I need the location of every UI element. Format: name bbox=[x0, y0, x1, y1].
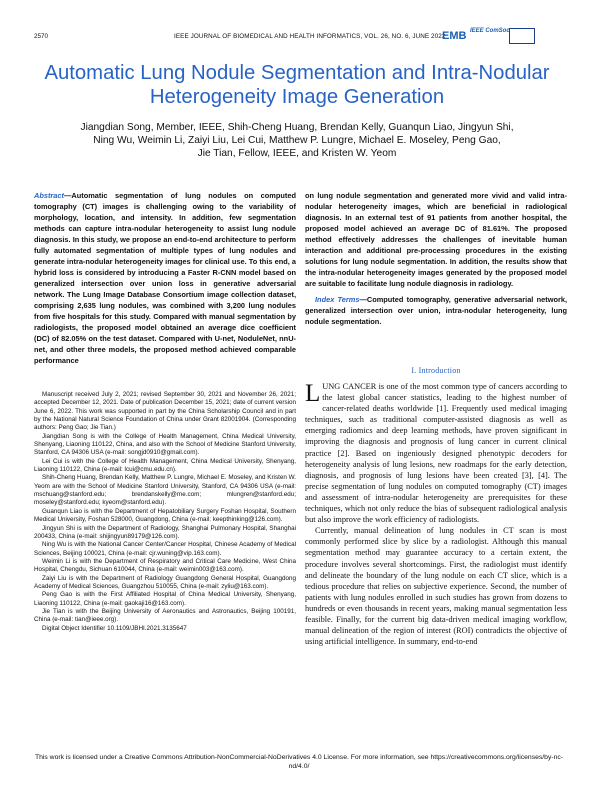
index-terms bbox=[305, 294, 567, 327]
doi: Digital Object Identifier 10.1109/JBHI.2021.3135647 bbox=[42, 624, 187, 632]
footnotes bbox=[34, 391, 296, 633]
comsoc-logo: IEEE ComSoc bbox=[470, 28, 510, 34]
dropcap: L bbox=[305, 380, 321, 407]
abstract-col1 bbox=[34, 190, 296, 366]
author-line-3: Jie Tian, Fellow, IEEE, and Kristen W. Yeom bbox=[197, 148, 397, 160]
license-notice: This work is licensed under a Creative Commons Attribution-NonCommercial-NoDerivatives 4.0 License. For more information, see https://creativecommons.org/licenses/by-nc-nd/4.0/ bbox=[34, 754, 564, 771]
intro-body bbox=[305, 381, 567, 647]
page-number: 2570 bbox=[34, 33, 49, 40]
footnote: Jingyun Shi is with the Department of Radiology, Shanghai Pulmonary Hospital, Shanghai 200433, China (e-mail: shijingyun89179@126.com). bbox=[34, 524, 296, 540]
author-line-2: Ning Wu, Weimin Li, Zaiyi Liu, Lei Cui, Matthew P. Lungre, Michael E. Moseley, Peng Gao, bbox=[93, 135, 501, 147]
abstract-text-2: on lung nodule segmentation and generated more vivid and valid intra-nodular heterogeneity images, which are beneficial in radiological diagnosis. In an external test of 91 patients from another hospital, the proposed model achieved an average DC of 81.61%. The proposed method effectively addresses the challenges of inevitable human interaction and additional pre-processing procedures in the existing solutions for lung nodule segmentation. In addition, the results show that the intra-nodular heterogeneity images generated by the proposed model are suitable to facilitate lung nodule diagnosis in radiology. bbox=[305, 191, 567, 288]
footnote: Shih-Cheng Huang, Brendan Kelly, Matthew P. Lungre, Michael E. Moseley, and Kristen W. Yeom are with the School of Medicine Stanford University, Stanford, CA 94306 USA (e-mail: mschuang@stanford.edu; brendanskelly@me.com; mlungren@stanford.edu; moseley@stanford.edu; kyeom@stanford.edu). bbox=[34, 474, 296, 507]
footnote: Jie Tian is with the Beijing University of Aeronautics and Astronautics, Beijing 100191, China (e-mail: tian@ieee.org). bbox=[34, 607, 296, 624]
author-line-1: Jiangdian Song, Member, IEEE, Shih-Cheng Huang, Brendan Kelly, Guanqun Liao, Jingyun Shi, bbox=[80, 122, 514, 133]
footnote: Manuscript received July 2, 2021; revised September 30, 2021 and November 26, 2021; accepted December 12, 2021. Date of publication December 15, 2021; date of current version June 6, 2022. This work was supported in part by the China Scholarship Council and in part by the National Natural Science Foundation of China under Grant 82001904. (Corresponding authors: Peng Gao; Jie Tian.) bbox=[34, 391, 296, 432]
paper-title: Automatic Lung Nodule Segmentation and Intra-Nodular Heterogeneity Image Generation bbox=[44, 62, 550, 108]
section-heading: I. Introduction bbox=[411, 366, 461, 375]
abstract-col2 bbox=[305, 190, 567, 327]
journal-name: IEEE JOURNAL OF BIOMEDICAL AND HEALTH INFORMATICS, VOL. 26, NO. 6, JUNE 2022 bbox=[174, 33, 446, 40]
footnote: Weimin Li is with the Department of Respiratory and Critical Care Medicine, West China Hospital, Chengdu, Sichuan 610044, China (e-mail: weimin003@163.com). bbox=[34, 557, 296, 574]
intro-paragraph-1: LUNG CANCER is one of the most common type of cancers according to the latest global cancer statistics, leading to the highest number of cancer-related deaths worldwide [1]. Frequently used medical imaging techniques, such as traditional computer-assisted diagnosis as well as emerging radiomics and deep learning methods, have proven significant in improving the diagnosis and prognosis of lung cancer in current clinical practice [2]. Based on ingeniously designed phenotypic decoders for heterogeneity analysis of lung lesions, new roadmaps for the early detection, diagnosis, and prognosis of lung lesions have been created [3], [4]. The precise segmentation of lung nodules on computed tomography (CT) images and assessment of intra-nodular heterogeneity are prerequisites for these techniques, which not only reduce the bias of subsequent radiological analysis but also improve the work efficiency of radiologists. bbox=[305, 380, 567, 525]
author-list bbox=[52, 121, 542, 160]
abstract-text-1: —Automatic segmentation of lung nodules on computed tomography (CT) images is challenging owing to the variability of morphology, location, and intensity. In addition, few segmentation methods can capture intra-nodular heterogeneity to assist lung nodule diagnosis. In this study, we propose an end-to-end architecture to perform fully automated segmentation of multiple types of lung nodules and generate intra-nodular heterogeneity images for clinical use. To this end, a hybrid loss is considered by introducing a Faster R-CNN model based on generalized intersection over union loss in generative adversarial network. The Lung Image Database Consortium image collection dataset, comprising 2,635 lung nodules, was combined with 3,200 lung nodules from five hospitals for this study. Compared with manual segmentation by radiologists, the proposed model obtained an average dice coefficient (DC) of 82.05% on the test dataset. Compared with U-net, NoduleNet, nnU-net, and other three models, the proposed method achieved comparable performance bbox=[34, 191, 296, 365]
footnote: Ning Wu is with the National Cancer Center/Cancer Hospital, Chinese Academy of Medical Sciences, Beijing 100021, China (e-mail: cjr.wuning@vip.163.com). bbox=[34, 541, 296, 557]
intro-paragraph-2: Currently, manual delineation of lung nodules in CT scan is most commonly performed slice by slice by a radiologist. Although this manual segmentation method may guarantee accuracy to a certain extent, the procedure involves several shortcomings. First, the radiologist must identify and delineate the boundary of the lung nodule on each CT slice, which is a tedious procedure that relies on subjective experience. Second, the number of patients with lung nodules enrolled in such studies has grown from dozens to hundreds or even thousands in recent years, making manual segmentation less feasible. Finally, for the current big data-driven medical imaging workflow, manual delineation of the region of interest (ROI) contradicts the objective of using artificial intelligence. In summary, end-to-end bbox=[305, 526, 567, 647]
signal-processing-logo bbox=[509, 28, 535, 44]
footnote: Jiangdian Song is with the College of Health Management, China Medical University, Shenyang, Liaoning 110122, China, and also with the School of Medicine Stanford University, Stanford, CA 94306 USA (e-mail: songjd0910@gmail.com). bbox=[34, 432, 296, 457]
index-terms-label: Index Terms bbox=[315, 295, 360, 304]
footnote: Peng Gao is with the First Affiliated Hospital of China Medical University, Shenyang, Liaoning 110122, China (e-mail: gaokaji16@163.com). bbox=[34, 591, 296, 607]
footnote: Guanqun Liao is with the Department of Hepatobiliary Surgery Foshan Hospital, Southern Medical University, Foshan 528000, Guangdong, China (e-mail: keepthinking@126.com). bbox=[34, 507, 296, 524]
index-terms-text: —Computed tomography, generative adversarial network, generalized intersection over union, intra-nodular heterogeneity, lung nodule segmentation. bbox=[305, 295, 568, 326]
footnote: Lei Cui is with the College of Health Management, China Medical University, Shenyang, Liaoning 110122, China (e-mail: lcui@cmu.edu.cn). bbox=[34, 457, 296, 474]
footnote: Zaiyi Liu is with the Department of Radiology Guangdong General Hospital, Guangdong Academy of Medical Sciences, Guangzhou 510055, China (e-mail: zyliu@163.com). bbox=[34, 574, 296, 590]
abstract-label: Abstract bbox=[34, 191, 64, 200]
emb-logo: EMB bbox=[442, 30, 467, 42]
